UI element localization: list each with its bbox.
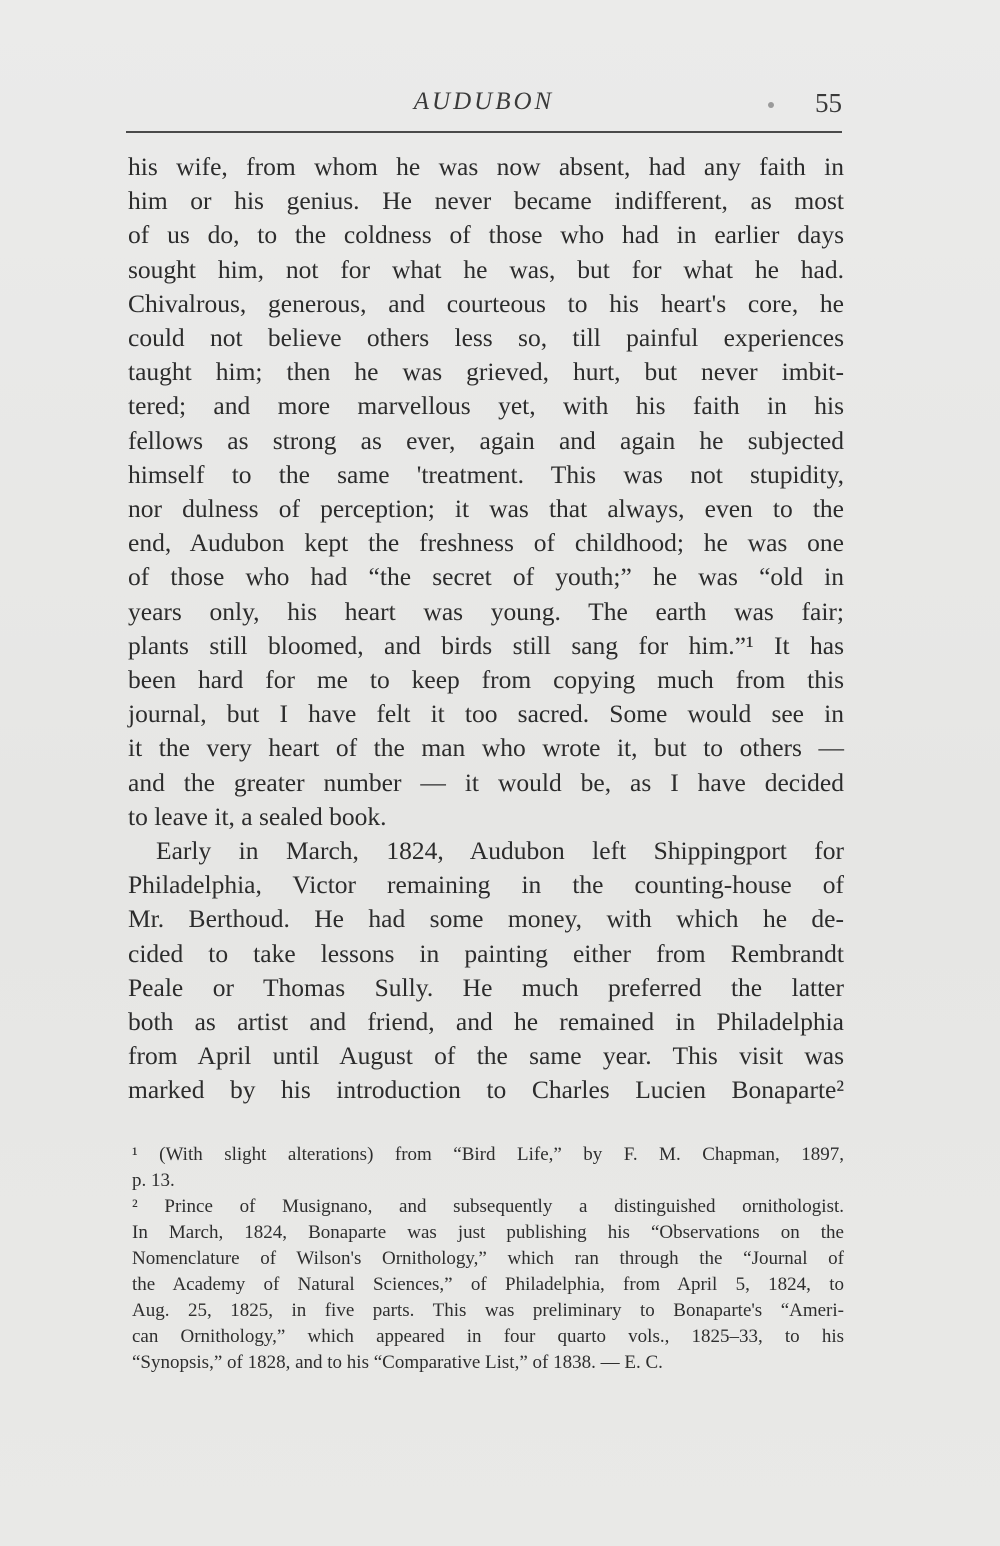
body-line: Peale or Thomas Sully. He much preferred the latter (128, 972, 844, 1002)
body-line: Chivalrous, generous, and courteous to his heart's core, he (128, 288, 844, 318)
footnote-line: Nomenclature of Wilson's Ornithology,” which ran through the “Journal of (132, 1248, 844, 1269)
body-line: years only, his heart was young. The earth was fair; (128, 596, 844, 626)
body-line: plants still bloomed, and birds still sang for him.”¹ It has (128, 630, 844, 660)
body-line: to leave it, a sealed book. (128, 801, 387, 831)
body-line: sought him, not for what he was, but for what he had. (128, 254, 844, 284)
footnote-line: the Academy of Natural Sciences,” of Philadelphia, from April 5, 1824, to (132, 1274, 844, 1295)
body-line: fellows as strong as ever, again and again he subjected (128, 425, 844, 455)
running-title: AUDUBON (413, 88, 555, 115)
body-line: nor dulness of perception; it was that always, even to the (128, 494, 844, 524)
footnote-line: Aug. 25, 1825, in five parts. This was preliminary to Bonaparte's “Ameri- (132, 1300, 844, 1321)
body-line: been hard for me to keep from copying much from this (128, 665, 844, 695)
body-line: and the greater number — it would be, as I have decided (128, 767, 844, 797)
body-line: taught him; then he was grieved, hurt, but never imbit- (128, 357, 844, 387)
footnote-line: In March, 1824, Bonaparte was just publishing his “Observations on the (132, 1222, 844, 1243)
body-line: of those who had “the secret of youth;” he was “old in (128, 562, 844, 592)
body-line: both as artist and friend, and he remained in Philadelphia (128, 1007, 844, 1037)
header-rule (126, 131, 842, 133)
body-line: his wife, from whom he was now absent, had any faith in (128, 152, 844, 181)
body-line: from April until August of the same year. This visit was (128, 1041, 844, 1071)
page-number: 55 (815, 88, 842, 118)
footnote-line: p. 13. (132, 1170, 175, 1191)
body-line: Mr. Berthoud. He had some money, with which he de- (128, 904, 844, 934)
footnotes (132, 1142, 844, 1376)
body-line: cided to take lessons in painting either from Rembrandt (128, 938, 844, 968)
body-line: of us do, to the coldness of those who had in earlier days (128, 220, 844, 250)
footnote-line: can Ornithology,” which appeared in four quarto vols., 1825–33, to his (132, 1326, 844, 1347)
body-line: tered; and more marvellous yet, with his faith in his (128, 391, 844, 421)
body-line: Philadelphia, Victor remaining in the counting-house of (128, 870, 844, 900)
body-line: himself to the same 'treatment. This was not stupidity, (128, 459, 844, 489)
footnote-line: ² Prince of Musignano, and subsequently a distinguished ornithologist. (132, 1196, 844, 1217)
body-line: him or his genius. He never became indifferent, as most (128, 186, 844, 216)
footnote-line: “Synopsis,” of 1828, and to his “Comparative List,” of 1838. — E. C. (132, 1352, 663, 1373)
running-head (126, 88, 842, 126)
body-line: it the very heart of the man who wrote it, but to others — (128, 733, 844, 763)
body-text (128, 150, 844, 1108)
footnote-line: ¹ (With slight alterations) from “Bird Life,” by F. M. Chapman, 1897, (132, 1144, 844, 1165)
paragraph-first-line: Early in March, 1824, Audubon left Shippingport for (156, 836, 844, 866)
ink-speck (768, 102, 774, 108)
body-line: end, Audubon kept the freshness of childhood; he was one (128, 528, 844, 558)
body-line: could not believe others less so, till painful experiences (128, 323, 844, 353)
body-line: marked by his introduction to Charles Lucien Bonaparte² (128, 1075, 844, 1105)
body-line: journal, but I have felt it too sacred. Some would see in (128, 699, 844, 729)
